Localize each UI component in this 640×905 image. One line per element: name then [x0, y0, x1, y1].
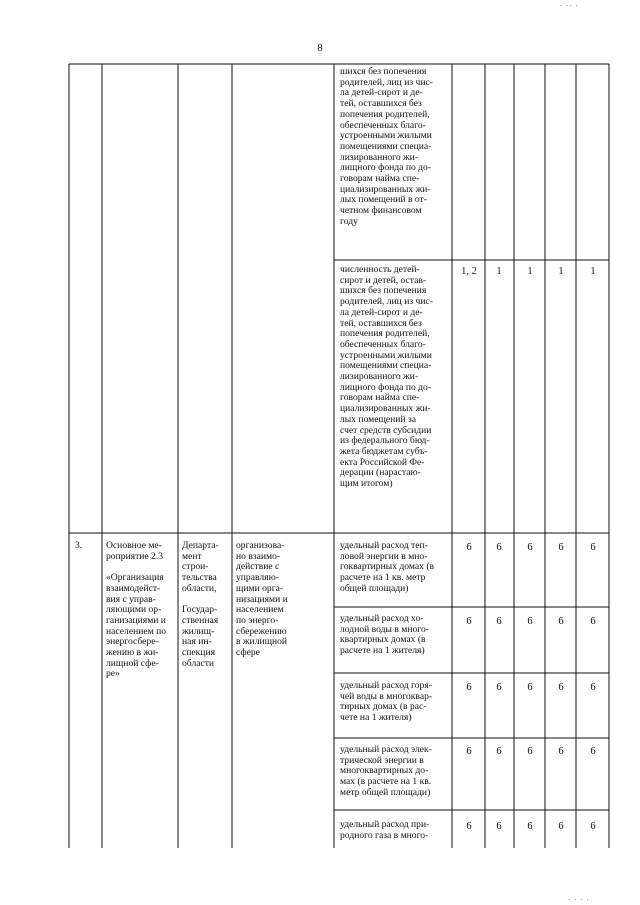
value-cell: 6 [496, 682, 502, 693]
indicator-cell: шихся без попечения родителей, лиц из чис- ла детей-сирот и де- тей, оставшихся без попечения родителей, обеспеченных благо- устроенными жилыми помещениями специа- лизированного жи- лищного фонда по до- говорам найма спе- циализированных жи- лых помещений в от- четном финансовом году [340, 67, 433, 227]
value-cell: 6 [466, 682, 472, 693]
value-cell: 6 [558, 746, 564, 757]
value-cell: 6 [527, 542, 533, 553]
value-cell: 6 [496, 616, 502, 627]
value-cell: 6 [496, 821, 502, 832]
value-cell: 6 [496, 746, 502, 757]
value-cell: 6 [466, 821, 472, 832]
indicator-cell: удельный расход теп- ловой энергии в мно- гоквартирных домах (в расчете на 1 кв. метр общей площади) [340, 541, 435, 594]
value-cell: 6 [590, 746, 596, 757]
indicator-cell: численность детей- сирот и детей, остав- шихся без попечения родителей, лиц из чис- ла детей-сирот и де- тей, оставшихся без попечения родителей, обеспеченных благо- устроенными жилыми помещениями специа- лизированного жи- лищного фонда по до- говорам найма спе- циализированных жи- лых помещений за счет средств субсидии из федерального бюд- жета бюджетам субъ- екта Российской Фе- дерации (нарастаю- щим итогом) [340, 265, 433, 490]
value-cell: 6 [527, 616, 533, 627]
value-cell: 6 [466, 542, 472, 553]
value-cell: 6 [496, 542, 502, 553]
value-cell: 6 [558, 542, 564, 553]
value-cell: 6 [590, 542, 596, 553]
indicator-cell: удельный расход элек- трической энергии в многоквартирных до- мах (в расчете на 1 кв. метр общей площади) [340, 745, 432, 798]
value-cell: 6 [558, 821, 564, 832]
scan-mark-top: · ·· · [560, 2, 579, 10]
value-cell: 6 [527, 821, 533, 832]
value-cell: 6 [590, 616, 596, 627]
value-cell: 6 [590, 821, 596, 832]
scan-mark-bottom: · · · · [568, 896, 590, 904]
indicator-cell: удельный расход при- родного газа в много- [340, 820, 430, 841]
indicator-cell: удельный расход горя- чей воды в многоквар- тирных домах (в рас- чете на 1 жителя) [340, 681, 433, 724]
measure-title: Основное ме- роприятие 2.3 «Организация взаимодейст- вия с управ- ляющими ор- ганизациями и населением по энергосбере- жению в жи- лищной сфе- ре» [106, 541, 166, 680]
page-number: 8 [317, 42, 323, 54]
value-cell: 6 [527, 746, 533, 757]
value-cell: 6 [466, 616, 472, 627]
measure-executors: Департа- мент строи- тельства области, Государ- ственная жилищ- ная ин- спекция области [182, 541, 219, 669]
value-cell: 1 [590, 266, 596, 277]
value-cell: 6 [558, 682, 564, 693]
value-cell: 1 [496, 266, 502, 277]
value-cell: 6 [527, 682, 533, 693]
value-cell: 6 [590, 682, 596, 693]
value-cell: 1 [558, 266, 564, 277]
value-cell: 1, 2 [461, 266, 477, 277]
measure-result: организова- но взаимо- действие с управляю- щими орга- низациями и населением по энерго- сбережению в жилищной сфере [236, 541, 288, 659]
value-cell: 6 [558, 616, 564, 627]
indicator-cell: удельный расход хо- лодной воды в много- квартирных домах (в расчете на 1 жителя) [340, 614, 429, 657]
row-number: 3. [75, 541, 83, 551]
value-cell: 1 [527, 266, 533, 277]
value-cell: 6 [466, 746, 472, 757]
